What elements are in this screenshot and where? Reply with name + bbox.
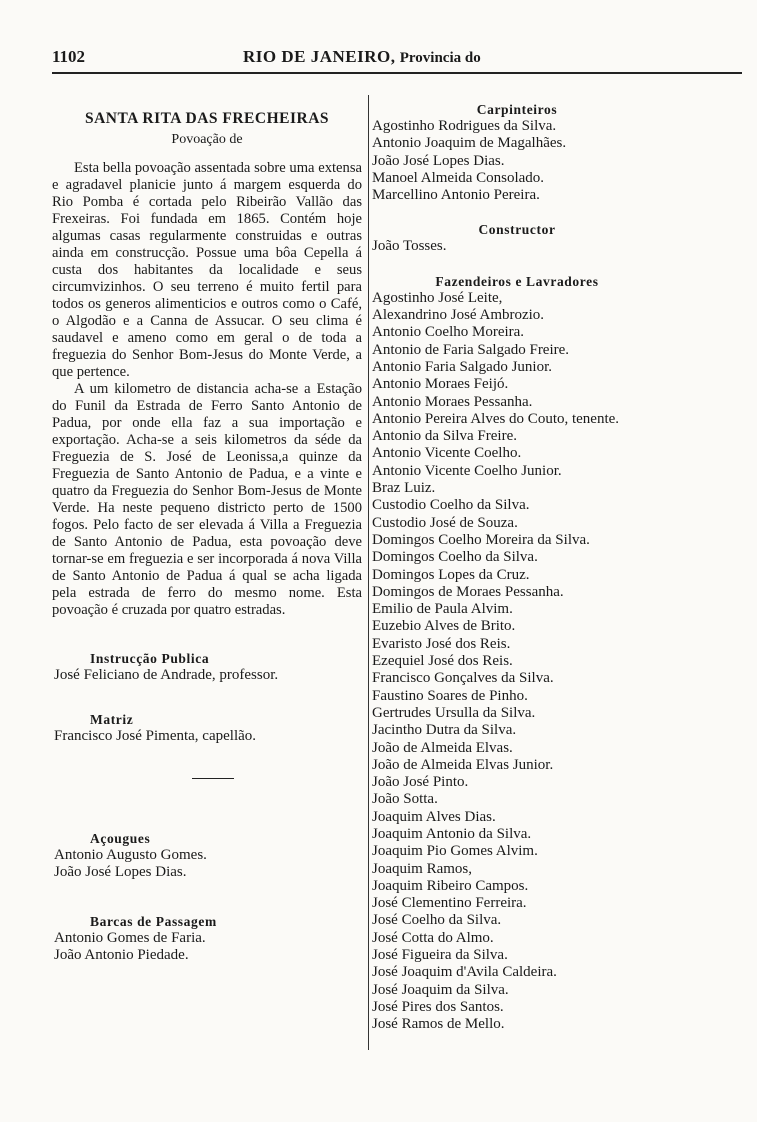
list-entry: Antonio Moraes Pessanha. [372, 393, 533, 410]
list-entry: Antonio Coelho Moreira. [372, 324, 525, 341]
list-entry: Domingos Lopes da Cruz. [372, 566, 530, 583]
list-entry: Braz Luiz. [372, 480, 436, 497]
column-rule [368, 95, 369, 1050]
section-subtitle: Povoação de [171, 132, 243, 147]
section-heading: Instrucção Publica [90, 651, 210, 666]
list-entry: José Pires dos Santos. [372, 998, 504, 1015]
section-heading: Constructor [478, 222, 556, 238]
list-entry: José Joaquim da Silva. [372, 981, 509, 998]
left-column [52, 110, 362, 964]
list-entry: João José Lopes Dias. [54, 864, 187, 881]
list-entry: Custodio José de Souza. [372, 514, 518, 531]
section-heading: Matriz [90, 712, 134, 728]
right-column [372, 102, 742, 1034]
list-entry: Antonio Vicente Coelho. [372, 445, 522, 462]
list-entry: Antonio Augusto Gomes. [54, 847, 207, 864]
section-title: SANTA RITA DAS FRECHEIRAS [84, 110, 330, 127]
list-entry: Agostinho José Leite, [372, 289, 503, 306]
list-entry: João José Pinto. [372, 774, 469, 791]
list-entry: Alexandrino José Ambrozio. [372, 307, 545, 324]
list-entry: José Joaquim d'Avila Caldeira. [372, 964, 557, 981]
list-entry: Euzebio Alves de Brito. [372, 618, 516, 635]
list-entry: Antonio Pereira Alves do Couto, tenente. [372, 410, 620, 427]
list-entry: Antonio de Faria Salgado Freire. [372, 341, 570, 358]
list-entry: José Figueira da Silva. [372, 947, 508, 964]
list-entry: Domingos de Moraes Pessanha. [372, 583, 564, 600]
list-entry: João José Lopes Dias. [372, 152, 505, 169]
section-heading: Barcas de Passagem [90, 913, 217, 929]
list-entry: Faustino Soares de Pinho. [372, 687, 528, 704]
list-entry: João de Almeida Elvas Junior. [372, 756, 554, 773]
list-entry: Antonio Moraes Feijó. [372, 376, 509, 393]
list-entry: Evaristo José dos Reis. [372, 635, 511, 652]
section-heading: Carpinteiros [476, 102, 558, 117]
list-entry: Ezequiel José dos Reis. [372, 653, 513, 670]
list-entry: Domingos Coelho da Silva. [372, 549, 538, 566]
page-number: 1102 [52, 47, 86, 66]
list-entry: Manoel Almeida Consolado. [372, 169, 545, 186]
list-entry: Emilio de Paula Alvim. [372, 601, 513, 618]
list-entry: João Sotta. [372, 791, 438, 808]
list-entry: José Clementino Ferreira. [372, 895, 527, 912]
list-entry: Gertrudes Ursulla da Silva. [372, 704, 536, 721]
list-entry: Joaquim Alves Dias. [372, 808, 496, 825]
list-entry: Antonio Vicente Coelho Junior. [372, 462, 562, 479]
list-entry: José Cotta do Almo. [372, 929, 494, 946]
list-entry: João Tosses. [372, 238, 447, 255]
list-entry: Marcellino Antonio Pereira. [372, 187, 540, 204]
list-entry: Joaquim Pio Gomes Alvim. [372, 843, 538, 860]
list-entry: Agostinho Rodrigues da Silva. [372, 118, 557, 134]
list-entry: João Antonio Piedade. [54, 946, 189, 963]
list-entry: Joaquim Ramos, [372, 860, 472, 877]
section-heading: Fazendeiros e Lavradores [435, 273, 599, 289]
list-entry: Antonio Joaquim de Magalhães. [372, 135, 567, 152]
description-paragraph: Esta bella povoação assentada sobre uma extensa e agradavel planicie junto á margem esquerda do Rio Pomba é cortada pelo Ribeirão Vallão das Frexeiras. Foi fundada em 1865. Contém hoje algumas casas regularmente construidas e outras ainda em construcção. Possue uma bôa Cepella á custa dos habitantes da localidade e seus circumvizinhos. O seu terreno é muito fertil para todos os generos alimenticios e outros como o Café, o Algodão e a Canna de Assucar. O seu clima é saudavel e ameno como em geral o de toda a freguezia do Senhor Bom-Jesus do Monte Verde, a que pertence. [52, 160, 362, 380]
list-entry: Jacintho Dutra da Silva. [372, 722, 517, 739]
list-entry: Francisco Gonçalves da Silva. [372, 670, 554, 687]
list-entry: João de Almeida Elvas. [372, 739, 513, 756]
list-entry: José Feliciano de Andrade, professor. [54, 667, 279, 683]
list-entry: Domingos Coelho Moreira da Silva. [372, 531, 590, 548]
section-heading: Açougues [90, 831, 151, 847]
header-rule [52, 72, 742, 74]
list-entry: Antonio Gomes de Faria. [54, 929, 206, 946]
list-entry: Joaquim Ribeiro Campos. [372, 877, 529, 894]
list-entry: Antonio Faria Salgado Junior. [372, 358, 552, 375]
list-entry: Joaquim Antonio da Silva. [372, 825, 532, 842]
list-entry: Custodio Coelho da Silva. [372, 497, 530, 514]
running-head [243, 47, 481, 67]
list-entry: José Ramos de Mello. [372, 1016, 505, 1033]
running-head-title: RIO DE JANEIRO, [243, 47, 396, 66]
running-head-subtitle: Provincia do [399, 50, 481, 66]
list-entry: Antonio da Silva Freire. [372, 428, 517, 445]
list-entry: José Coelho da Silva. [372, 912, 502, 929]
description-paragraph: A um kilometro de distancia acha-se a Estação do Funil da Estrada de Ferro Santo Antonio de Padua, por onde ella faz a sua importação e exportação. Acha-se a seis kilometros da séde da Freguezia de S. José de Leonissa,a quinze da Freguezia de Santo Antonio de Padua, e a vinte e quatro da Freguezia do Senhor Bom-Jesus de Monte Verde. Ha neste pequeno districto perto de 1500 fogos. Pelo facto de ser elevada á Villa a Freguezia de Santo Antonio de Padua, esta povoação deve tornar-se em freguezia e ser incorporada á nova Villa de Santo Antonio de Padua á qual se acha ligada pela estrada de ferro do mesmo nome. Esta povoação é cruzada por quatro estradas. [52, 381, 362, 618]
list-entry: Francisco José Pimenta, capellão. [54, 728, 257, 745]
